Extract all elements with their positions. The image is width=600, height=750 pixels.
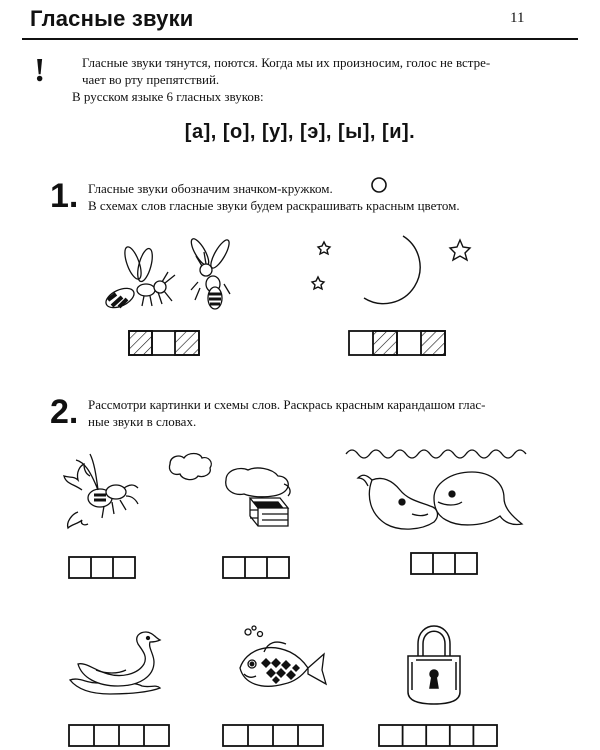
intro-line-3: В русском языке 6 гласных звуков: xyxy=(72,89,264,104)
vowel-circle-icon xyxy=(370,176,390,196)
task-2-number: 2. xyxy=(50,393,79,431)
header-divider xyxy=(22,38,578,40)
wasps-icon xyxy=(100,232,250,312)
task-1-number: 1. xyxy=(50,177,79,215)
word-scheme-rak xyxy=(68,556,138,580)
word-scheme-ryba xyxy=(222,724,326,748)
intro-line-2: чает во рту препятствий. xyxy=(82,72,220,87)
word-scheme-luna xyxy=(348,330,448,356)
task-1-line-1: Гласные звуки обозначим значком-кружком. xyxy=(88,181,333,196)
duck-icon xyxy=(66,630,166,700)
word-scheme-dym xyxy=(222,556,292,580)
page-number: 11 xyxy=(510,10,525,26)
fish-icon xyxy=(234,624,334,704)
page-title: Гласные звуки xyxy=(30,6,194,31)
task-2-line-1: Рассмотри картинки и схемы слов. Раскрась красным карандашом глас- xyxy=(88,397,486,412)
word-scheme-utka xyxy=(68,724,172,748)
attention-mark: ! xyxy=(34,52,46,89)
intro-line-1: Гласные звуки тянутся, поются. Когда мы их произносим, голос не встре- xyxy=(82,55,491,70)
task-1-line-2: В схемах слов гласные звуки будем раскрашивать красным цветом. xyxy=(88,198,460,213)
crayfish-icon xyxy=(60,450,140,530)
moon-and-stars-icon xyxy=(308,232,478,312)
word-scheme-kit xyxy=(410,552,480,576)
word-scheme-zamok xyxy=(378,724,500,748)
padlock-icon xyxy=(404,620,464,706)
whales-icon xyxy=(342,440,532,550)
smoke-chimney-icon xyxy=(166,450,306,530)
vowel-list: [а], [о], [у], [э], [ы], [и]. xyxy=(184,121,416,143)
task-2-line-2: ные звуки в словах. xyxy=(88,414,197,429)
word-scheme-osa xyxy=(128,330,200,356)
